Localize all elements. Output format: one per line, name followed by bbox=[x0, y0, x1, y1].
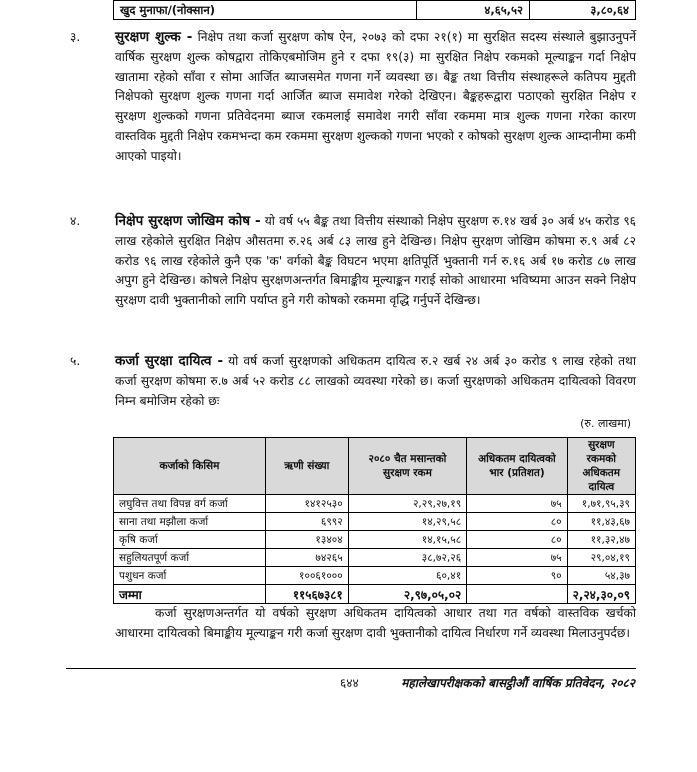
table-cell: साना तथा मझौला कर्जा bbox=[114, 513, 266, 531]
paragraph-text: यो वर्ष ५५ बैङ्क तथा वित्तीय संस्थाको निक्षेप सुरक्षण रु.१४ खर्ब ३० अर्ब ४५ करोड ९६ लाख रहेकोले सुरक्षित निक्षेप औसतमा रु.२६ अर्ब ८३ लाख हुने देखिन्छ। निक्षेप सुरक्षण जोखिम कोषमा रु.९ अर्ब ८२ करोड ९६ लाख रहेकोले कुनै एक 'क' वर्गको बैङ्क विघटन भएमा क्षतिपूर्ति भुक्तानी गर्न रु.१६ अर्ब १७ करोड ८७ लाख अपुग हुने देखिन्छ। कोषले निक्षेप सुरक्षणअन्तर्गत बिमाङ्कीय मूल्याङ्कन गराई सोको आधारमा भविष्यमा आउन सक्ने निक्षेप सुरक्षण दावी भुक्तानीको लागि पर्याप्त हुने गरी कोषको रकममा वृद्धि गर्नुपर्ने देखिन्छ। bbox=[115, 214, 637, 308]
table-header-row bbox=[114, 438, 636, 495]
page-number: ६४४ bbox=[340, 676, 359, 690]
table-cell: ८० bbox=[467, 513, 567, 531]
table-cell: ९० bbox=[467, 567, 567, 585]
row-label: खुद मुनाफा/(नोक्सान) bbox=[114, 1, 417, 20]
table-cell: ११५६७३८१ bbox=[265, 585, 348, 604]
table-cell: १३४०४ bbox=[265, 531, 348, 549]
paragraph-text: निक्षेप तथा कर्जा सुरक्षण कोष ऐन, २०७३ को दफा २१(१) मा सुरक्षित सदस्य संस्थाले बुझाउनुपर्ने वार्षिक सुरक्षण शुल्क कोषद्वारा तोकिएबमोजिम हुने र दफा १९(३) मा सुरक्षित निक्षेप रकमको मूल्याङ्कन गर्दा निक्षेप खातामा रहेको साँवा र सोमा आर्जित ब्याजसमेत गणना गर्ने व्यवस्था छ। बैङ्क तथा वित्तीय संस्थाहरूले कतिपय मुद्दती निक्षेपको सुरक्षण शुल्क गणना गर्दा आर्जित ब्याज समावेश गरेको देखिएन। बैङ्कहरूद्वारा पठाएको सुरक्षित निक्षेप र सुरक्षण शुल्कको गणना प्रतिवेदनमा ब्याज रकमलाई समावेश नगरी साँवा रकममा मात्र शुल्क गणना गरेका कारण वास्तविक मुद्दती निक्षेप रकमभन्दा कम रकममा सुरक्षण शुल्कको गणना भएको र कोषको सुरक्षण शुल्क आम्दानीमा कमी आएको पाइयो। bbox=[115, 30, 636, 163]
column-header: २०८० चैत मसान्तको सुरक्षण रकम bbox=[348, 438, 466, 495]
table-cell: लघुवित्त तथा विपन्न वर्ग कर्जा bbox=[114, 495, 266, 513]
table-cell bbox=[467, 585, 567, 604]
paragraph-heading: निक्षेप सुरक्षण जोखिम कोष - bbox=[115, 213, 261, 229]
table-cell: पशुधन कर्जा bbox=[114, 567, 266, 585]
table-cell: ६०,४१ bbox=[348, 567, 466, 585]
item-number: ३. bbox=[70, 30, 81, 44]
row-value: ४,६५,५२ bbox=[417, 1, 530, 20]
paragraph-text: यो वर्ष कर्जा सुरक्षणको अधिकतम दायित्व रु.२ खर्ब २४ अर्ब ३० करोड ९ लाख रहेको तथा कर्जा सुरक्षण कोषमा रु.७ अर्ब ५२ करोड ८८ लाखको व्यवस्था गरेको छ। कर्जा सुरक्षणको अधिकतम दायित्वको विवरण निम्न बमोजिम रहेको छः bbox=[115, 354, 636, 408]
table-row bbox=[114, 513, 636, 531]
row-value: ३,८०,६४ bbox=[530, 1, 636, 20]
report-title: महालेखापरीक्षकको बासट्ठीऔं वार्षिक प्रतिवेदन, २०८२ bbox=[401, 676, 635, 690]
loan-guarantee-table bbox=[113, 437, 636, 604]
table-cell: ६९९२ bbox=[265, 513, 348, 531]
column-header: अधिकतम दायित्वको भार (प्रतिशत) bbox=[467, 438, 567, 495]
item-number: ४. bbox=[70, 214, 81, 228]
column-header: सुरक्षण रकमको अधिकतम दायित्व bbox=[567, 438, 635, 495]
table-row bbox=[114, 549, 636, 567]
paragraph-heading: सुरक्षण शुल्क - bbox=[115, 29, 193, 45]
table-row bbox=[114, 495, 636, 513]
table-row bbox=[114, 531, 636, 549]
table-cell: १४,१५,५८ bbox=[348, 531, 466, 549]
table-cell: कृषि कर्जा bbox=[114, 531, 266, 549]
table-cell: १००६१००० bbox=[265, 567, 348, 585]
table-cell: ११,४३,६७ bbox=[567, 513, 635, 531]
closing-paragraph: कर्जा सुरक्षणअन्तर्गत यो वर्षको सुरक्षण अधिकतम दायित्वको आधार तथा गत वर्षको वास्तविक खर्चको आधारमा दायित्वको बिमाङ्कीय मूल्याङ्कन गरी कर्जा सुरक्षण दावी भुक्तानीको दायित्व निर्धारण गर्ने व्यवस्था मिलाउनुपर्दछ। bbox=[115, 606, 636, 640]
table-cell: सहुलियतपूर्ण कर्जा bbox=[114, 549, 266, 567]
paragraph-body bbox=[115, 212, 636, 311]
table-cell: ७५ bbox=[467, 549, 567, 567]
table-cell: २,२९,२७,१९ bbox=[348, 495, 466, 513]
table-cell: २९,०४,१९ bbox=[567, 549, 635, 567]
table-cell: ७४२६५ bbox=[265, 549, 348, 567]
table-cell: ११,३२,४७ bbox=[567, 531, 635, 549]
table-cell: २,९७,०५,०२ bbox=[348, 585, 466, 604]
table-cell: २,२४,३०,०९ bbox=[567, 585, 635, 604]
paragraph-body bbox=[115, 28, 636, 167]
table-cell: ५४,३७ bbox=[567, 567, 635, 585]
table-cell: १४१२५३० bbox=[265, 495, 348, 513]
table-cell: जम्मा bbox=[114, 585, 266, 604]
profit-loss-row-table bbox=[113, 0, 636, 20]
table-cell: १,७१,९५,३९ bbox=[567, 495, 635, 513]
unit-note: (रु. लाखमा) bbox=[580, 417, 631, 430]
table-row bbox=[114, 1, 636, 20]
table-total-row bbox=[114, 585, 636, 604]
table-row bbox=[114, 567, 636, 585]
table-cell: ८० bbox=[467, 531, 567, 549]
footer-divider bbox=[66, 668, 636, 669]
table-cell: ७५ bbox=[467, 495, 567, 513]
table-cell: ३८,७२,२६ bbox=[348, 549, 466, 567]
paragraph-heading: कर्जा सुरक्षा दायित्व - bbox=[115, 353, 224, 369]
table-cell: १४,२९,५८ bbox=[348, 513, 466, 531]
column-header: ऋणी संख्या bbox=[265, 438, 348, 495]
item-number: ५. bbox=[70, 354, 81, 368]
column-header: कर्जाको किसिम bbox=[114, 438, 266, 495]
paragraph-body bbox=[115, 352, 636, 411]
